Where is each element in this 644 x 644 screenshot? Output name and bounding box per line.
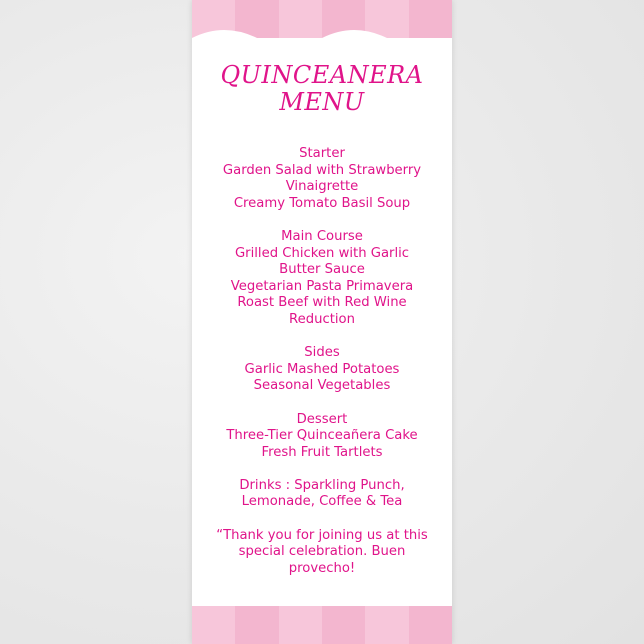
menu-item: Roast Beef with Red Wine — [237, 295, 407, 311]
menu-card — [192, 0, 452, 644]
menu-item: Butter Sauce — [279, 262, 365, 278]
menu-item: Garden Salad with Strawberry — [222, 162, 422, 178]
menu-title-line-2: MENU — [279, 88, 365, 116]
menu-title-line-1: QUINCEANERA — [220, 61, 424, 89]
section-heading-starter: Starter — [299, 146, 345, 161]
section-heading-main-course: Main Course — [281, 228, 363, 244]
menu-item: Drinks : Sparkling Punch, — [239, 477, 405, 493]
menu-title — [192, 62, 452, 116]
menu-item: Creamy Tomato Basil Soup — [233, 195, 411, 211]
closing-line: provecho! — [288, 560, 356, 576]
main-course-section — [200, 229, 444, 329]
menu-item: Seasonal Vegetables — [253, 378, 391, 394]
menu-item: Grilled Chicken with Garlic — [234, 245, 410, 261]
menu-item: Reduction — [289, 311, 355, 327]
menu-item: Fresh Fruit Tartlets — [261, 444, 383, 460]
closing-line: “Thank you for joining us at this — [216, 527, 428, 543]
closing-line: special celebration. Buen — [238, 544, 406, 560]
menu-item: Lemonade, Coffee & Tea — [241, 494, 403, 510]
section-heading-sides: Sides — [304, 345, 340, 361]
menu-item: Vinaigrette — [285, 179, 359, 195]
top-scallop-border — [192, 24, 452, 52]
menu-item: Three-Tier Quinceañera Cake — [226, 428, 418, 444]
menu-item: Vegetarian Pasta Primavera — [230, 278, 414, 294]
closing-message — [200, 528, 444, 578]
menu-body — [200, 146, 444, 577]
bottom-stripe-band — [192, 606, 452, 644]
drinks-section — [200, 478, 444, 511]
dessert-section — [200, 412, 444, 462]
section-heading-dessert: Dessert — [296, 411, 348, 427]
starter-section — [200, 146, 444, 212]
sides-section — [200, 345, 444, 395]
menu-item: Garlic Mashed Potatoes — [244, 361, 400, 377]
